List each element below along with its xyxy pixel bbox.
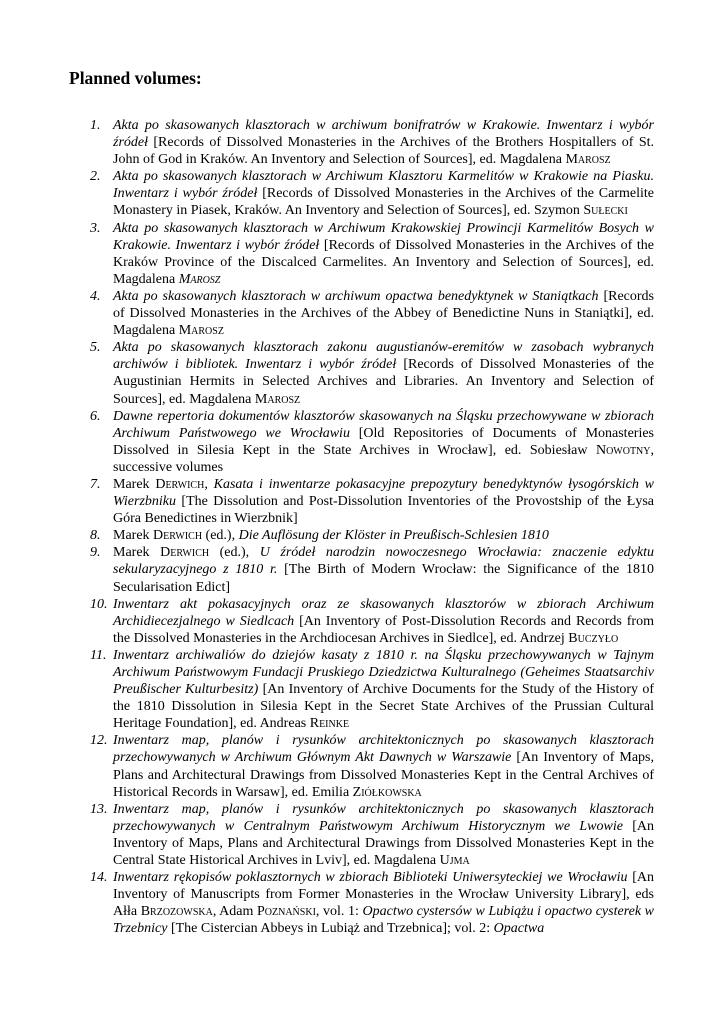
entry-text-segment: Kasata i inwentarze pokasacyjne prepozytury benedyktynów łysogórskich w Wierzbniku	[113, 476, 654, 510]
volume-entry	[90, 220, 654, 288]
entry-text-segment: Marek	[113, 545, 161, 561]
entry-text-segment: Marosz	[178, 323, 224, 339]
entry-text-segment: Ziółkowska	[352, 784, 422, 800]
volume-entry	[90, 288, 654, 339]
volume-entry	[90, 732, 654, 800]
volume-number: 6.	[90, 408, 101, 424]
entry-text-segment: Inwentarz akt pokasacyjnych oraz ze skasowanych klasztorów w zbiorach Archiwum Archidiecezjalnego w Siedlcach	[113, 596, 654, 629]
entry-text-segment: Inwentarz rękopisów poklasztornych w zbiorach Biblioteki Uniwersyteckiej we Wrocławiu	[113, 870, 628, 886]
volume-entry	[90, 869, 654, 937]
entry-text-segment: Sułecki	[583, 203, 628, 219]
entry-text-segment: [The Birth of Modern Wrocław: the Significance of the 1810 Secularisation Edict]	[113, 562, 654, 595]
entry-text-segment: Brzozowska	[140, 904, 213, 920]
volume-entry	[90, 168, 654, 219]
entry-text-segment: [Records of Dissolved Monasteries in the Archives of the Carmelite Monastery in Piasek, Kraków. An Inventory and Selection of Sources], ed. Szymon	[113, 186, 654, 219]
volume-number: 14.	[90, 870, 108, 886]
entry-text-segment: [The Dissolution and Post-Dissolution Inventories of the Provostship of the Łysa Góra Benedictines in Wierzbnik]	[113, 494, 654, 527]
volume-number: 2.	[90, 169, 101, 185]
volume-number: 10.	[90, 596, 108, 612]
volume-number: 8.	[90, 528, 101, 544]
volume-entry	[90, 801, 654, 869]
volume-entry	[90, 476, 654, 527]
entry-text-segment: [An Inventory of Maps, Plans and Architectural Drawings from Dissolved Monasteries Kept in the Central State Historical Archives in Lviv], ed. Magdalena	[113, 818, 654, 869]
entry-text-segment: Nowotny	[595, 442, 651, 458]
entry-text-segment: [Records of Dissolved Monasteries of the Augustinian Hermits in Selected Archives and Libraries. An Inventory and Selection of Sources], ed. Magdalena	[113, 357, 654, 407]
volume-number: 9.	[90, 545, 101, 561]
entry-text-segment: Akta po skasowanych klasztorach zakonu augustianów-eremitów w zasobach wybranych archiwów i bibliotek. Inwentarz i wybór źródeł	[113, 340, 654, 373]
entry-text-segment: Akta po skasowanych klasztorach w archiwum bonifratrów w Krakowie. Inwentarz i wybór źródeł	[113, 118, 654, 151]
entry-text-segment: [An Inventory of Post-Dissolution Records and Records from the Dissolved Monasteries in the Archdiocesan Archives in Siedlce], ed. Andrzej	[113, 613, 654, 646]
entry-text-segment: [An Inventory of Archive Documents for the Study of the History of the 1810 Dissolution in Silesia Kept in the Secret State Archives of the Prussian Cultural Heritage Foundation], ed. Andreas	[113, 682, 654, 732]
entry-text-segment: [Records of Dissolved Monasteries in the Archives of the Brothers Hospitallers of St. John of God in Kraków. An Inventory and Selection of Sources], ed. Magdalena	[113, 135, 654, 168]
entry-text-segment: Marek	[113, 528, 154, 544]
entry-text-segment: Derwich	[155, 476, 205, 492]
volume-number: 4.	[90, 288, 101, 304]
entry-text-segment: Dawne repertoria dokumentów klasztorów skasowanych na Śląsku przechowywane w zbiorach Archiwum Państwowego we Wrocławiu	[113, 408, 654, 441]
volume-entry	[90, 596, 654, 647]
volume-entry	[90, 647, 654, 732]
entry-text-segment: , successive volumes	[113, 442, 654, 475]
entry-text-segment: Inwentarz archiwaliów do dziejów kasaty z 1810 r. na Śląsku przechowywanych w Tajnym Archiwum Państwowym Fundacji Pruskiego Dziedzictwa Kulturalnego (Geheimes Staatsarchiv Preußischer Kulturbesitz)	[113, 647, 654, 698]
entry-text-segment: [An Inventory of Maps, Plans and Architectural Drawings from Dissolved Monasteries Kept in the Central Archives of Historical Records in Warsaw], ed. Emilia	[113, 750, 654, 800]
volume-number: 1.	[90, 118, 101, 133]
volume-number: 13.	[90, 801, 108, 817]
entry-text-segment: U źródeł narodzin nowoczesnego Wrocławia: znaczenie edyktu sekularyzacyjnego z 1810 r.	[113, 545, 654, 578]
entry-text-segment: , vol. 1:	[315, 904, 363, 920]
entry-text-segment: [Records of Dissolved Monasteries in the Archives of the Kraków Province of the Discalced Carmelites. An Inventory and Selection of Sources], ed. Magdalena	[113, 237, 654, 287]
volume-number: 3.	[90, 220, 101, 236]
entry-text-segment: Opactwa	[493, 921, 545, 937]
volume-number: 7.	[90, 476, 101, 492]
entry-text-segment: (ed.),	[202, 528, 239, 544]
entry-text-segment: [An Inventory of Manuscripts from Former Monasteries in the Wrocław University Library], eds Ałła	[113, 870, 654, 920]
entry-text-segment: Akta po skasowanych klasztorach w archiwum opactwa benedyktynek w Staniątkach	[113, 288, 599, 304]
entry-text-segment: (ed.),	[209, 545, 260, 561]
entry-text-segment: Opactwo cystersów w Lubiążu i opactwo cysterek w Trzebnicy	[113, 904, 654, 937]
entry-text-segment: Akta po skasowanych klasztorach w Archiwum Krakowskiej Prowincji Karmelitów Bosych w Krakowie. Inwentarz i wybór źródeł	[113, 220, 654, 253]
planned-volumes-list	[90, 117, 654, 938]
entry-text-segment: Marosz	[178, 271, 221, 287]
entry-text-segment: Poznański	[257, 904, 316, 920]
entry-text-segment: [Old Repositories of Documents of Monasteries Dissolved in Silesia Kept in the State Archives in Wrocław], ed. Sobiesław	[113, 425, 654, 458]
entry-text-segment: Inwentarz map, planów i rysunków architektonicznych po skasowanych klasztorach przechowywanych w Centralnym Państwowym Archiwum Historycznym we Lwowie	[113, 801, 654, 834]
volume-number: 5.	[90, 340, 101, 356]
entry-text-segment: Derwich	[160, 545, 210, 561]
volume-entry	[90, 527, 654, 544]
volume-entry	[90, 117, 654, 168]
entry-text-segment: ,	[204, 476, 214, 492]
entry-text-segment: Akta po skasowanych klasztorach w Archiwum Klasztoru Karmelitów w Krakowie na Piasku. Inwentarz i wybór źródeł	[113, 169, 654, 202]
entry-text-segment: Reinke	[309, 716, 350, 732]
entry-text-segment: Inwentarz map, planów i rysunków architektonicznych po skasowanych klasztorach przechowywanych w Archiwum Głównym Akt Dawnych w Warszawie	[113, 733, 654, 766]
entry-text-segment: Buczyło	[568, 630, 619, 646]
entry-text-segment: Marosz	[254, 391, 301, 407]
volume-entry	[90, 339, 654, 407]
volume-number: 12.	[90, 733, 108, 749]
entry-text-segment: Ujma	[439, 853, 470, 869]
entry-text-segment: Marek	[113, 476, 156, 492]
entry-text-segment: Marosz	[565, 152, 611, 168]
volume-number: 11.	[90, 647, 107, 663]
entry-text-segment: [Records of Dissolved Monasteries in the Archives of the Abbey of Benedictine Nuns in Staniątki], ed. Magdalena	[113, 288, 654, 339]
entry-text-segment: , Adam	[212, 904, 257, 920]
volume-entry	[90, 408, 654, 476]
volume-entry	[90, 544, 654, 595]
entry-text-segment: Die Auflösung der Klöster in Preußisch-Schlesien 1810	[238, 528, 549, 544]
entry-text-segment: [The Cistercian Abbeys in Lubiąż and Trzebnica]; vol. 2:	[167, 921, 494, 937]
section-heading: Planned volumes:	[69, 68, 202, 88]
entry-text-segment: Derwich	[153, 528, 203, 544]
